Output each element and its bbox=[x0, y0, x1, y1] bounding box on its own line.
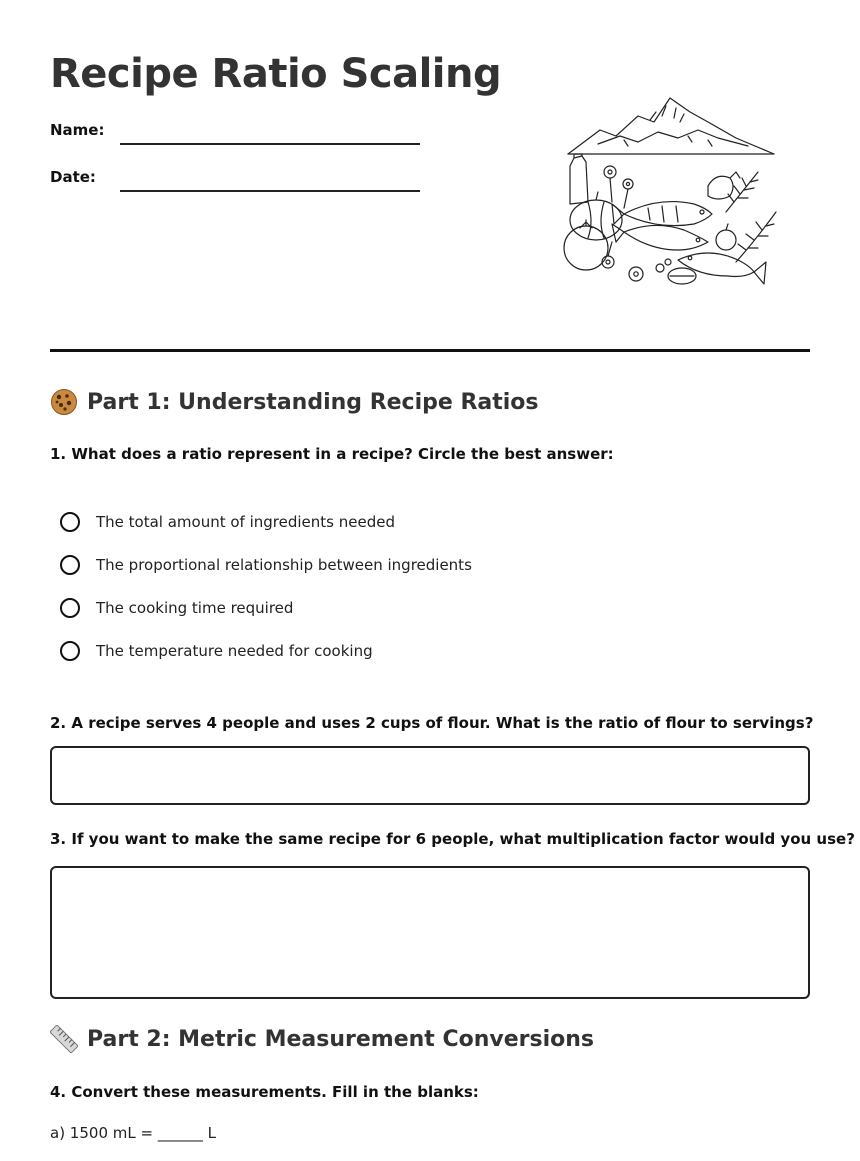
q2-answer-box[interactable] bbox=[50, 746, 810, 805]
q1-option-2[interactable] bbox=[60, 552, 472, 578]
option-label: The cooking time required bbox=[96, 599, 294, 617]
part2-heading-text: Part 2: Metric Measurement Conversions bbox=[87, 1026, 594, 1052]
part1-heading-text: Part 1: Understanding Recipe Ratios bbox=[87, 389, 539, 415]
q1-option-1[interactable] bbox=[60, 509, 395, 535]
food-illustration bbox=[558, 92, 784, 296]
section-divider bbox=[50, 349, 810, 352]
name-label: Name: bbox=[50, 121, 105, 139]
radio-circle[interactable] bbox=[60, 512, 80, 532]
name-field[interactable] bbox=[120, 143, 420, 145]
part1-heading bbox=[50, 388, 539, 416]
ruler-icon bbox=[50, 1025, 78, 1053]
date-label: Date: bbox=[50, 168, 96, 186]
date-field[interactable] bbox=[120, 190, 420, 192]
option-label: The proportional relationship between ingredients bbox=[96, 556, 472, 574]
question-4: 4. Convert these measurements. Fill in the blanks: bbox=[50, 1083, 479, 1101]
option-label: The total amount of ingredients needed bbox=[96, 513, 395, 531]
q3-answer-box[interactable] bbox=[50, 866, 810, 999]
page-title: Recipe Ratio Scaling bbox=[50, 51, 502, 97]
q1-option-3[interactable] bbox=[60, 595, 293, 621]
radio-circle[interactable] bbox=[60, 555, 80, 575]
question-1: 1. What does a ratio represent in a recipe? Circle the best answer: bbox=[50, 445, 614, 463]
question-3: 3. If you want to make the same recipe for 6 people, what multiplication factor would you use? bbox=[50, 830, 855, 848]
conversion-item-a[interactable]: a) 1500 mL = ______ L bbox=[50, 1124, 216, 1142]
radio-circle[interactable] bbox=[60, 641, 80, 661]
question-2: 2. A recipe serves 4 people and uses 2 cups of flour. What is the ratio of flour to servings? bbox=[50, 714, 814, 732]
option-label: The temperature needed for cooking bbox=[96, 642, 373, 660]
q1-option-4[interactable] bbox=[60, 638, 373, 664]
cookie-icon bbox=[50, 388, 78, 416]
part2-heading bbox=[50, 1025, 594, 1053]
radio-circle[interactable] bbox=[60, 598, 80, 618]
